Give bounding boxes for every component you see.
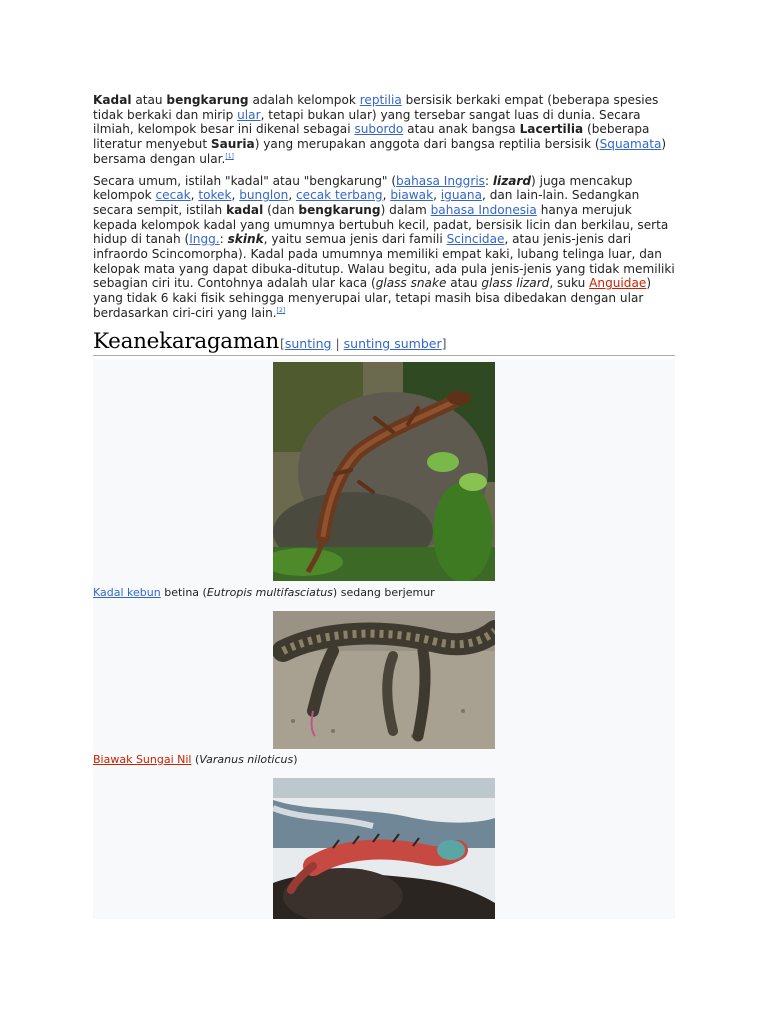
text: , dan lain-lain. Sedangkan secara sempit, istilah [93, 188, 640, 217]
text: atau anak bangsa [403, 122, 520, 137]
term-skink: skink [227, 232, 264, 247]
text: Secara umum, istilah "kadal" atau "bengkarung" ( [93, 173, 397, 188]
term-glass-snake: glass snake [375, 276, 447, 291]
link-anguidae[interactable]: Anguidae [589, 276, 647, 291]
term-bengkarung: bengkarung [298, 202, 381, 217]
term-sauria: Sauria [210, 137, 255, 152]
text: , yaitu semua jenis dari famili [263, 232, 447, 247]
gallery-image-iguana[interactable] [273, 778, 495, 919]
edit-source-link[interactable]: sunting sumber [343, 335, 442, 351]
gallery-image-skink[interactable] [273, 362, 495, 581]
term-kadal: kadal [226, 202, 264, 217]
text: atau [131, 93, 167, 107]
caption-text: ) [293, 752, 298, 766]
link-tokek[interactable]: tokek [198, 188, 232, 203]
reference-1[interactable]: [1] [225, 152, 234, 160]
marine-iguana-photo [273, 778, 495, 919]
second-paragraph [93, 174, 675, 321]
text: , atau jenis-jenis dari infraordo Scincomorpha). Kadal pada umumnya memiliki empat kaki, lubang telinga luar, dan kelopak mata yang dapat dibuka-ditutup. Walau begitu, ada pula jenis-jenis yang tidak memiliki sebagian ciri itu. Contohnya adalah ular kaca ( [93, 232, 675, 291]
link-bahasa-indonesia[interactable]: bahasa Indonesia [430, 202, 537, 217]
section-title: Keanekaragaman [93, 328, 279, 354]
intro-paragraph [93, 93, 675, 167]
text: ) bersama dengan ular. [93, 137, 667, 166]
edit-section-links [280, 336, 446, 351]
image-gallery [93, 359, 675, 919]
gallery-caption-1 [93, 586, 435, 599]
text: , [288, 188, 297, 203]
text: atau [446, 276, 482, 291]
skink-photo [273, 362, 495, 581]
term-kadal: Kadal [93, 93, 132, 107]
caption-text: betina ( [160, 585, 207, 599]
scientific-name: Varanus niloticus [199, 752, 294, 766]
link-ingg[interactable]: Ingg. [189, 232, 220, 247]
text: , [231, 188, 240, 203]
text: hanya merujuk kepada kelompok kadal yang umumnya bertubuh kecil, padat, bersisik licin dan berkilau, serta hidup di tanah ( [93, 202, 669, 247]
link-subordo[interactable]: subordo [354, 122, 404, 137]
text: : [484, 173, 493, 188]
bracket: ] [441, 335, 447, 351]
text: ) yang merupakan anggota dari bangsa reptilia bersisik ( [254, 137, 600, 152]
text: adalah kelompok [248, 93, 360, 107]
caption-text: ( [191, 752, 200, 766]
link-cecak-terbang[interactable]: cecak terbang [296, 188, 383, 203]
text: , [190, 188, 199, 203]
section-heading [93, 329, 675, 356]
text: , tetapi bukan ular) yang tersebar sangat luas di dunia. Secara ilmiah, kelompok besar ini dikenal sebagai [93, 107, 641, 137]
link-iguana[interactable]: iguana [440, 188, 482, 203]
link-ular[interactable]: ular [237, 107, 261, 122]
term-lacertilia: Lacertilia [519, 122, 584, 137]
caption-text: ) sedang berjemur [332, 585, 435, 599]
link-scincidae[interactable]: Scincidae [446, 232, 505, 247]
link-bunglon[interactable]: bunglon [239, 188, 289, 203]
text: ) juga mencakup kelompok [93, 173, 633, 203]
text: bersisik berkaki empat (beberapa spesies tidak berkaki dan mirip [93, 93, 659, 122]
edit-link[interactable]: sunting [284, 335, 332, 351]
reference-2[interactable]: [2] [276, 306, 286, 314]
link-squamata[interactable]: Squamata [599, 137, 662, 152]
monitor-lizard-photo [273, 611, 495, 749]
text: ) dalam [380, 202, 431, 217]
link-bahasa-inggris[interactable]: bahasa Inggris [396, 173, 485, 188]
link-biawak[interactable]: biawak [390, 188, 434, 203]
text: (dan [263, 202, 299, 217]
text: ) yang tidak 6 kaki fisik sehingga menyerupai ular, tetapi masih bisa dibedakan dengan ular berdasarkan ciri-ciri yang lain. [93, 276, 652, 320]
text: , [433, 188, 441, 203]
scientific-name: Eutropis multifasciatus [206, 585, 333, 599]
bracket: [ [279, 335, 285, 351]
link-biawak-sungai-nil[interactable]: Biawak Sungai Nil [93, 752, 192, 766]
link-cecak[interactable]: cecak [155, 188, 191, 203]
term-lizard: lizard [492, 173, 532, 188]
article-content [93, 93, 675, 919]
gallery-image-monitor[interactable] [273, 611, 495, 749]
term-glass-lizard: glass lizard [481, 276, 550, 291]
gallery-caption-2 [93, 753, 298, 766]
text: (beberapa literatur menyebut [93, 122, 650, 152]
separator: | [331, 335, 344, 351]
link-kadal-kebun[interactable]: Kadal kebun [93, 585, 161, 599]
text: : [219, 232, 228, 247]
term-bengkarung: bengkarung [166, 93, 249, 107]
text: , suku [549, 276, 590, 291]
link-reptilia[interactable]: reptilia [359, 93, 402, 107]
text: , [382, 188, 391, 203]
